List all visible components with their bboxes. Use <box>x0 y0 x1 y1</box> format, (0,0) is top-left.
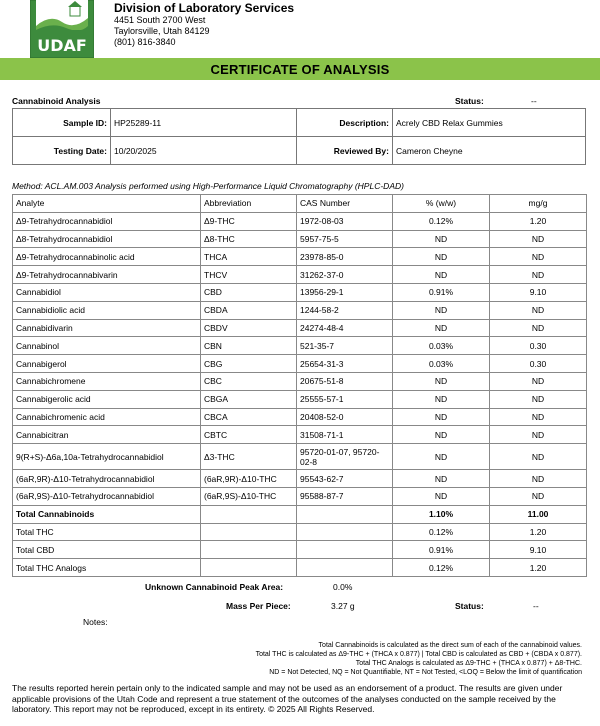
table-row <box>13 283 587 301</box>
description-label: Description: <box>297 109 393 137</box>
cell-cas-number: 31508-71-1 <box>297 426 393 444</box>
reviewed-by-value: Cameron Cheyne <box>393 137 586 165</box>
cell-mg-per-g: 1.20 <box>490 212 587 230</box>
cell-analyte: Cannabidiol <box>13 283 201 301</box>
cell-mg-per-g: ND <box>490 470 587 488</box>
cannabinoid-table <box>12 194 587 577</box>
cell-abbreviation: CBTC <box>201 426 297 444</box>
cell-percent: ND <box>393 266 490 284</box>
cell-cas-number: 24274-48-4 <box>297 319 393 337</box>
table-row <box>13 372 587 390</box>
cell-percent: ND <box>393 372 490 390</box>
table-row <box>13 408 587 426</box>
table-header-row <box>13 195 587 213</box>
cell-percent: 0.91% <box>393 541 490 559</box>
cell-percent: ND <box>393 230 490 248</box>
cell-abbreviation: CBC <box>201 372 297 390</box>
status-label: Status: <box>455 96 484 106</box>
cell-percent: ND <box>393 248 490 266</box>
cell-mg-per-g: 11.00 <box>490 505 587 523</box>
cell-analyte: Total CBD <box>13 541 201 559</box>
cell-percent: ND <box>393 319 490 337</box>
total-row <box>13 559 587 577</box>
cell-cas-number: 20675-51-8 <box>297 372 393 390</box>
cell-analyte: Cannabigerolic acid <box>13 390 201 408</box>
cell-mg-per-g: ND <box>490 248 587 266</box>
cell-percent: 0.12% <box>393 212 490 230</box>
testing-date-value: 10/20/2025 <box>111 137 297 165</box>
cell-mg-per-g: 1.20 <box>490 523 587 541</box>
table-row <box>13 319 587 337</box>
total-row <box>13 541 587 559</box>
cell-analyte: Δ9-Tetrahydrocannabinolic acid <box>13 248 201 266</box>
cell-mg-per-g: ND <box>490 426 587 444</box>
mass-per-piece-value: 3.27 g <box>331 601 355 611</box>
address-line-2: Taylorsville, Utah 84129 <box>114 26 210 36</box>
cell-percent: ND <box>393 470 490 488</box>
cell-abbreviation: (6aR,9S)-Δ10-THC <box>201 487 297 505</box>
disclaimer: The results reported herein pertain only to the indicated sample and may not be used as an endorsement of a product. The results are given under applicable provisions of the Utah Code and represent a true statement of the outcomes of the analyses conducted on the sample received by the laboratory. This report may not be reproduced, except in its entirety. © 2025 All Rights Reserved. <box>12 683 563 714</box>
unknown-peak-label: Unknown Cannabinoid Peak Area: <box>145 582 284 592</box>
summary-status-label: Status: <box>455 601 484 611</box>
table-row <box>13 301 587 319</box>
cell-abbreviation <box>201 541 297 559</box>
cell-cas-number <box>297 559 393 577</box>
cell-mg-per-g: ND <box>490 444 587 470</box>
table-row <box>13 426 587 444</box>
cell-abbreviation: CBDV <box>201 319 297 337</box>
cell-cas-number: 31262-37-0 <box>297 266 393 284</box>
cell-analyte: Cannabicitran <box>13 426 201 444</box>
column-header-analyte: Analyte <box>13 195 201 213</box>
table-row <box>13 266 587 284</box>
table-row <box>13 355 587 373</box>
cell-cas-number: 95720-01-07, 95720-02-8 <box>297 444 393 470</box>
cell-cas-number <box>297 541 393 559</box>
footnote-total-thc-cbd: Total THC is calculated as Δ9-THC + (THCA x 0.877) | Total CBD is calculated as CBD + (CBDA x 0.877). <box>255 651 582 658</box>
cell-abbreviation: CBG <box>201 355 297 373</box>
cell-mg-per-g: 1.20 <box>490 559 587 577</box>
cell-percent: 1.10% <box>393 505 490 523</box>
cell-analyte: Δ9-Tetrahydrocannabidiol <box>13 212 201 230</box>
cell-analyte: Total THC <box>13 523 201 541</box>
cell-percent: ND <box>393 444 490 470</box>
cell-abbreviation <box>201 559 297 577</box>
section-heading: Cannabinoid Analysis <box>12 96 101 106</box>
table-row <box>13 390 587 408</box>
table-row <box>13 248 587 266</box>
sample-info-table <box>12 108 586 165</box>
cell-mg-per-g: 0.30 <box>490 337 587 355</box>
sample-id-value: HP25289-11 <box>111 109 297 137</box>
column-header-abbreviation: Abbreviation <box>201 195 297 213</box>
cell-percent: ND <box>393 487 490 505</box>
column-header-percent: % (w/w) <box>393 195 490 213</box>
cell-cas-number: 25654-31-3 <box>297 355 393 373</box>
total-row <box>13 523 587 541</box>
cell-analyte: (6aR,9R)-Δ10-Tetrahydrocannabidiol <box>13 470 201 488</box>
cell-mg-per-g: 0.30 <box>490 355 587 373</box>
cell-mg-per-g: ND <box>490 301 587 319</box>
page-title: CERTIFICATE OF ANALYSIS <box>210 62 390 77</box>
cell-analyte: Cannabinol <box>13 337 201 355</box>
cell-cas-number <box>297 523 393 541</box>
footnote-total-thc-analogs: Total THC Analogs is calculated as Δ9-THC + (THCA x 0.877) + Δ8-THC. <box>355 660 582 667</box>
cell-analyte: Total Cannabinoids <box>13 505 201 523</box>
cell-cas-number: 5957-75-5 <box>297 230 393 248</box>
cell-percent: 0.91% <box>393 283 490 301</box>
testing-date-label: Testing Date: <box>13 137 111 165</box>
cell-percent: ND <box>393 408 490 426</box>
cell-analyte: Cannabichromene <box>13 372 201 390</box>
cell-cas-number: 521-35-7 <box>297 337 393 355</box>
cell-percent: ND <box>393 301 490 319</box>
cell-abbreviation: Δ3-THC <box>201 444 297 470</box>
phone-number: (801) 816-3840 <box>114 37 176 47</box>
cell-analyte: Cannabigerol <box>13 355 201 373</box>
cell-abbreviation <box>201 505 297 523</box>
cell-abbreviation: (6aR,9R)-Δ10-THC <box>201 470 297 488</box>
cell-abbreviation <box>201 523 297 541</box>
svg-text:UDAF: UDAF <box>37 36 87 55</box>
cell-mg-per-g: ND <box>490 372 587 390</box>
summary-status-value: -- <box>533 601 539 611</box>
address-line-1: 4451 South 2700 West <box>114 15 206 25</box>
table-row <box>13 487 587 505</box>
table-row <box>13 337 587 355</box>
cell-abbreviation: CBGA <box>201 390 297 408</box>
notes-label: Notes: <box>83 617 108 627</box>
total-row <box>13 505 587 523</box>
footnote-total-cannabinoids: Total Cannabinoids is calculated as the direct sum of each of the cannabinoid values. <box>318 642 582 649</box>
cell-abbreviation: CBCA <box>201 408 297 426</box>
cell-analyte: Cannabichromenic acid <box>13 408 201 426</box>
cell-cas-number: 25555-57-1 <box>297 390 393 408</box>
description-value: Acrely CBD Relax Gummies <box>393 109 586 137</box>
unknown-peak-value: 0.0% <box>333 582 353 592</box>
cell-cas-number: 13956-29-1 <box>297 283 393 301</box>
cell-percent: 0.12% <box>393 523 490 541</box>
status-value: -- <box>531 96 537 106</box>
table-row <box>13 230 587 248</box>
cell-analyte: Cannabidivarin <box>13 319 201 337</box>
cell-analyte: Cannabidiolic acid <box>13 301 201 319</box>
method-description: Method: ACL.AM.003 Analysis performed using High-Performance Liquid Chromatography (HPLC-DAD) <box>12 181 404 191</box>
udaf-logo <box>30 0 94 58</box>
cell-percent: ND <box>393 426 490 444</box>
cell-percent: 0.12% <box>393 559 490 577</box>
cell-cas-number: 95543-62-7 <box>297 470 393 488</box>
cell-abbreviation: CBD <box>201 283 297 301</box>
cell-mg-per-g: ND <box>490 390 587 408</box>
cell-cas-number: 1244-58-2 <box>297 301 393 319</box>
cell-analyte: Total THC Analogs <box>13 559 201 577</box>
cell-analyte: (6aR,9S)-Δ10-Tetrahydrocannabidiol <box>13 487 201 505</box>
cell-percent: ND <box>393 390 490 408</box>
column-header-cas-number: CAS Number <box>297 195 393 213</box>
cell-cas-number <box>297 505 393 523</box>
cell-analyte: Δ9-Tetrahydrocannabivarin <box>13 266 201 284</box>
cell-analyte: 9(R+S)-Δ6a,10a-Tetrahydrocannabidiol <box>13 444 201 470</box>
cell-mg-per-g: 9.10 <box>490 541 587 559</box>
cell-mg-per-g: ND <box>490 266 587 284</box>
table-row <box>13 470 587 488</box>
sample-id-label: Sample ID: <box>13 109 111 137</box>
cell-cas-number: 23978-85-0 <box>297 248 393 266</box>
cell-mg-per-g: ND <box>490 230 587 248</box>
cell-percent: 0.03% <box>393 337 490 355</box>
department-name: Division of Laboratory Services <box>114 1 295 15</box>
cell-mg-per-g: ND <box>490 319 587 337</box>
table-row <box>13 212 587 230</box>
cell-cas-number: 20408-52-0 <box>297 408 393 426</box>
cell-mg-per-g: ND <box>490 408 587 426</box>
cell-mg-per-g: 9.10 <box>490 283 587 301</box>
cell-abbreviation: Δ9-THC <box>201 212 297 230</box>
cell-mg-per-g: ND <box>490 487 587 505</box>
table-row <box>13 444 587 470</box>
cell-cas-number: 1972-08-03 <box>297 212 393 230</box>
column-header-mg-per-g: mg/g <box>490 195 587 213</box>
cell-cas-number: 95588-87-7 <box>297 487 393 505</box>
cell-abbreviation: CBDA <box>201 301 297 319</box>
mass-per-piece-label: Mass Per Piece: <box>226 601 291 611</box>
cell-abbreviation: THCA <box>201 248 297 266</box>
cell-analyte: Δ8-Tetrahydrocannabidiol <box>13 230 201 248</box>
footnote-abbreviations: ND = Not Detected, NQ = Not Quantifiable, NT = Not Tested, <LOQ = Below the limit of quantification <box>269 669 582 676</box>
cell-percent: 0.03% <box>393 355 490 373</box>
cell-abbreviation: Δ8-THC <box>201 230 297 248</box>
cell-abbreviation: THCV <box>201 266 297 284</box>
reviewed-by-label: Reviewed By: <box>297 137 393 165</box>
cell-abbreviation: CBN <box>201 337 297 355</box>
organization-info <box>114 0 294 48</box>
